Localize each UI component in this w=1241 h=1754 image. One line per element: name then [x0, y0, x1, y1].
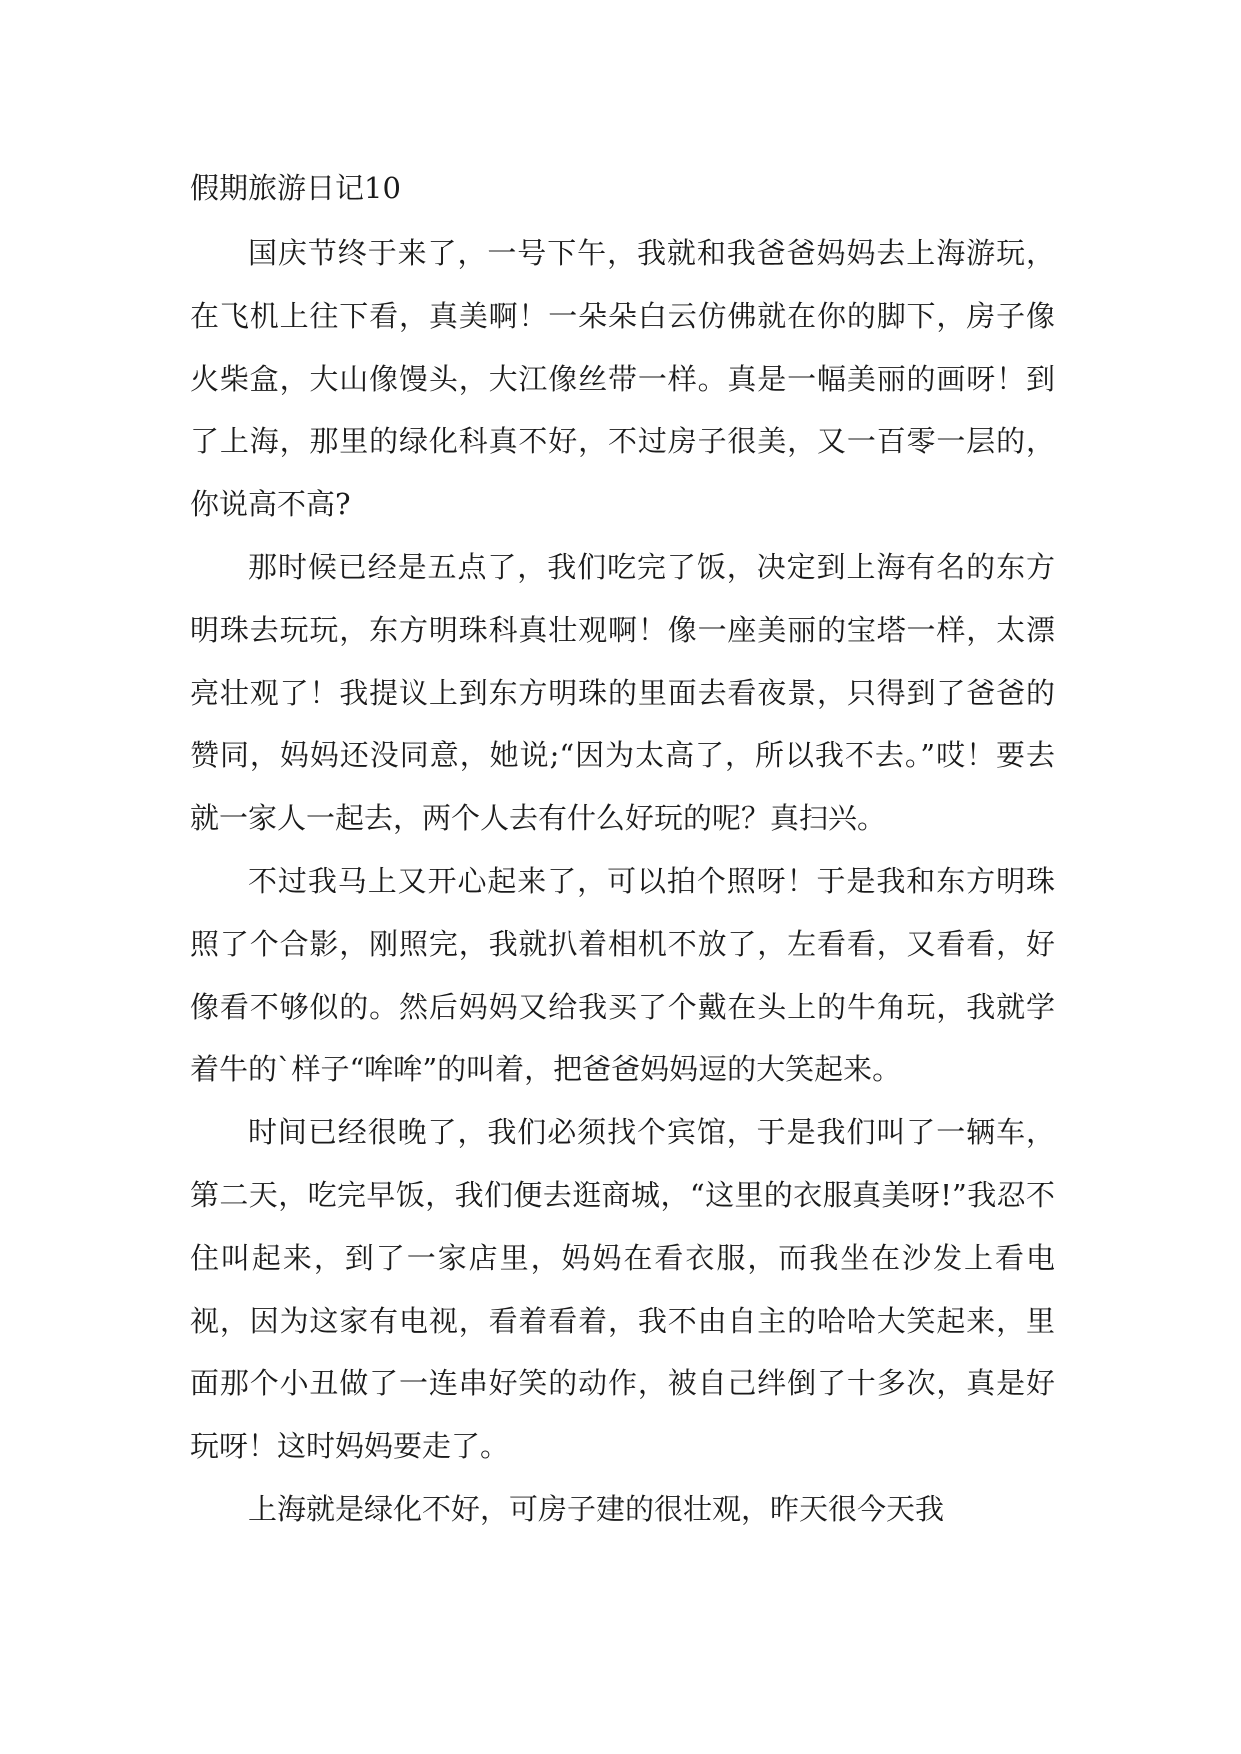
paragraph-3: 不过我马上又开心起来了，可以拍个照呀！于是我和东方明珠照了个合影，刚照完，我就扒着相机不放了，左看看，又看看，好像看不够似的。然后妈妈又给我买了个戴在头上的牛角玩，我就学着牛的`样子“哞哞”的叫着，把爸爸妈妈逗的大笑起来。 — [190, 863, 1055, 1087]
paragraph-4: 时间已经很晚了，我们必须找个宾馆，于是我们叫了一辆车，第二天，吃完早饭，我们便去逛商城，“这里的衣服真美呀!”我忍不住叫起来，到了一家店里，妈妈在看衣服，而我坐在沙发上看电视，因为这家有电视，看着看着，我不由自主的哈哈大笑起来，里面那个小丑做了一连串好笑的动作，被自己绊倒了十多次，真是好玩呀！这时妈妈要走了。 — [190, 1115, 1055, 1464]
paragraph-1: 国庆节终于来了，一号下午，我就和我爸爸妈妈去上海游玩，在飞机上往下看，真美啊！一朵朵白云仿佛就在你的脚下，房子像火柴盒，大山像馒头，大江像丝带一样。真是一幅美丽的画呀！到了上海，那里的绿化科真不好，不过房子很美，又一百零一层的，你说高不高? — [190, 236, 1055, 522]
document-body — [190, 222, 1055, 1541]
paragraph-5: 上海就是绿化不好，可房子建的很壮观，昨天很今天我 — [248, 1491, 945, 1526]
paragraph-2: 那时候已经是五点了，我们吃完了饭，决定到上海有名的东方明珠去玩玩，东方明珠科真壮观啊！像一座美丽的宝塔一样，太漂亮壮观了！我提议上到东方明珠的里面去看夜景，只得到了爸爸的赞同，妈妈还没同意，她说;“因为太高了，所以我不去。”哎！要去就一家人一起去，两个人去有什么好玩的呢？真扫兴。 — [190, 549, 1055, 836]
document-title: 假期旅游日记10 — [190, 171, 401, 205]
